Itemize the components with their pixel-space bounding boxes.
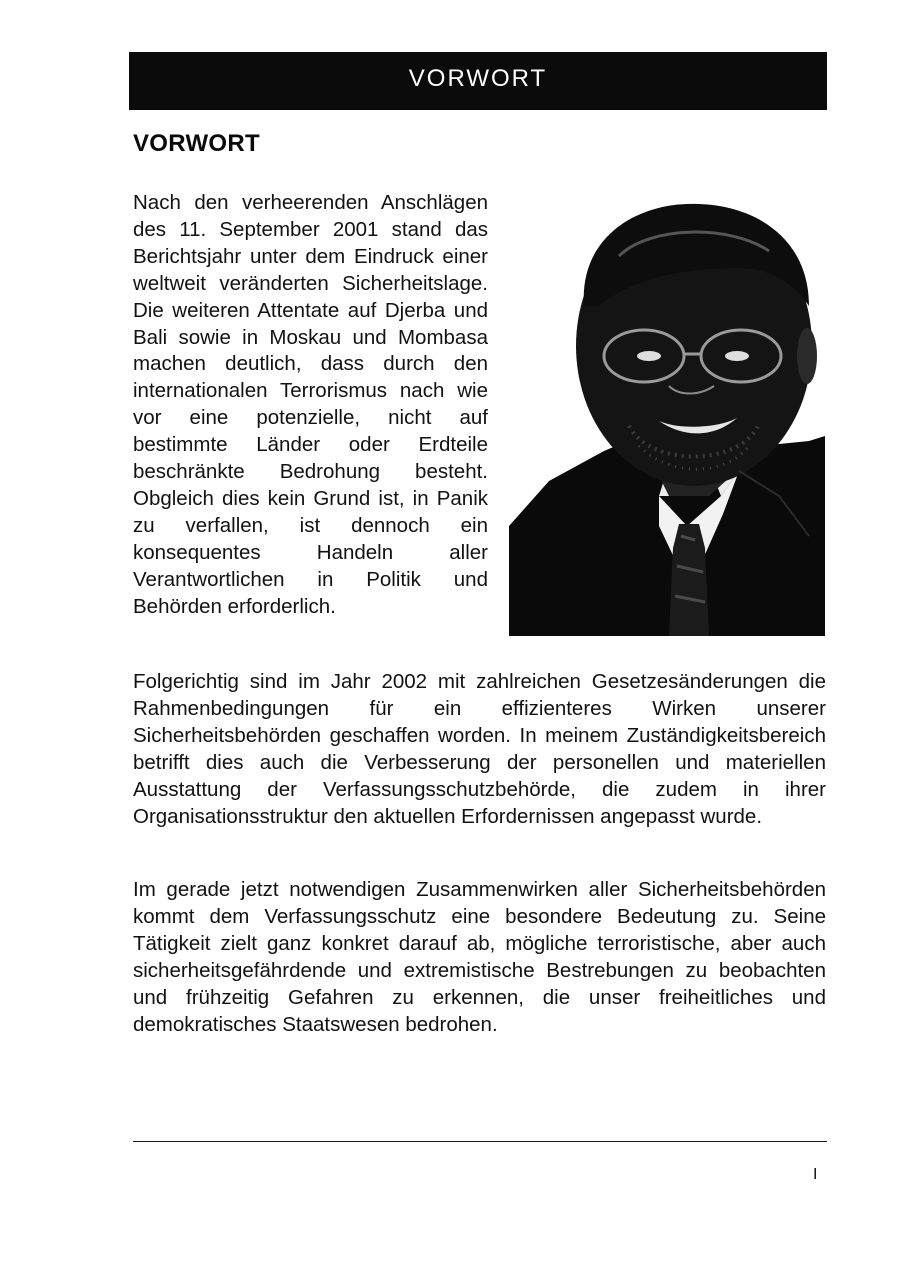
header-banner xyxy=(129,52,827,110)
section-heading: VORWORT xyxy=(133,130,260,157)
body-paragraph-1: Nach den verheerenden Anschlägen des 11. September 2001 stand das Berichtsjahr unter dem Eindruck einer weltweit veränderten Sicherheitslage. Die weiteren Attentate auf Djerba und Bali sowie in Moskau und Mombasa machen deutlich, dass durch den internationalen Terrorismus nach wie vor eine potenzielle, nicht auf bestimmte Länder oder Erdteile beschränkte Bedrohung besteht. Obgleich dies kein Grund ist, in Panik zu verfallen, ist dennoch ein konsequentes Handeln aller Verantwortlichen in Politik und Behörden erforderlich. xyxy=(133,191,488,618)
page-number: I xyxy=(813,1166,818,1183)
banner-title: VORWORT xyxy=(408,65,548,92)
portrait-icon xyxy=(509,196,825,636)
body-paragraph-3: Im gerade jetzt notwendigen Zusammenwirken aller Sicherheitsbehörden kommt dem Verfassungsschutz eine besondere Bedeutung zu. Seine Tätigkeit zielt ganz konkret darauf ab, mögliche terroristische, aber auch sicherheitsgefährdende und extremistische Bestrebungen zu beobachten und frühzeitig Gefahren zu erkennen, die unser freiheitliches und demokratisches Staatswesen bedrohen. xyxy=(133,878,826,1036)
body-paragraph-2: Folgerichtig sind im Jahr 2002 mit zahlreichen Gesetzesänderungen die Rahmenbedingungen für ein effizienteres Wirken unserer Sicherheitsbehörden geschaffen worden. In meinem Zuständigkeitsbereich betrifft dies auch die Verbesserung der personellen und materiellen Ausstattung der Verfassungsschutzbehörde, die zudem in ihrer Organisationsstruktur den aktuellen Erfordernissen angepasst wurde. xyxy=(133,670,826,828)
footer-rule xyxy=(133,1141,827,1142)
portrait-photo xyxy=(509,196,825,636)
